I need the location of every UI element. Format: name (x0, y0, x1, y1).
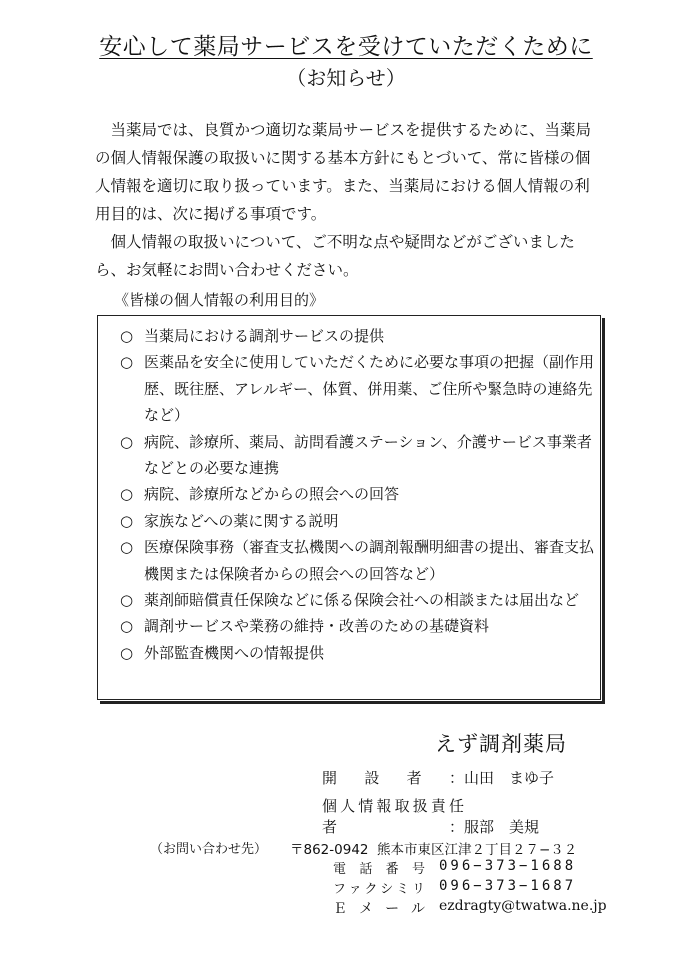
page-title-text: 安心して薬局サービスを受けていただくために (99, 34, 593, 60)
list-item (120, 613, 600, 639)
list-item-text: 外部監査機関への情報提供 (144, 643, 325, 662)
circle-bullet-icon: ○ (120, 353, 134, 372)
contact-label: （お問い合わせ先） (150, 842, 268, 857)
tel-row (333, 858, 576, 877)
tel-number[interactable]: 096−373−1688 (439, 858, 577, 874)
page-title (0, 28, 692, 61)
purposes-box (97, 315, 601, 700)
address: 熊本市東区江津２丁目２７−３２ (377, 842, 578, 858)
list-item (120, 508, 600, 534)
circle-bullet-icon: ○ (120, 617, 134, 636)
circle-bullet-icon: ○ (120, 432, 134, 451)
list-item (120, 349, 600, 428)
circle-bullet-icon: ○ (120, 591, 134, 610)
postal-code: 〒862‐0942 (290, 842, 369, 858)
intro-paragraph-2: 個人情報の取扱いについて、ご不明な点や疑問などがございましたら、お気軽にお問い合わせください。 (95, 233, 575, 279)
tel-label: 電話番号 (333, 862, 425, 877)
officer-line (322, 795, 539, 837)
page-subtitle: （お知らせ） (286, 66, 406, 90)
list-item-text: 病院、診療所などからの照会への回答 (144, 485, 400, 504)
list-item (120, 481, 600, 507)
list-item-text: 薬剤師賠償責任保険などに係る保険会社への相談または届出など (144, 591, 580, 610)
intro-section (95, 116, 600, 284)
list-item-text: 病院、診療所、薬局、訪問看護ステーション、介護サービス事業者などとの必要な連携 (144, 432, 592, 478)
fax-number: 096−373−1687 (439, 878, 577, 894)
list-item-text: 家族などへの薬に関する説明 (144, 511, 339, 530)
circle-bullet-icon: ○ (120, 643, 134, 662)
officer-label: 個人情報取扱責任者： (322, 797, 464, 836)
founder-name: 山田 まゆ子 (464, 769, 555, 787)
email-address[interactable]: ezdragty@twatwa.ne.jp (439, 898, 607, 914)
circle-bullet-icon: ○ (120, 485, 134, 504)
circle-bullet-icon: ○ (120, 538, 134, 557)
intro-paragraph-1: 当薬局では、良質かつ適切な薬局サービスを提供するために、当薬局の個人情報保護の取扱いに関する基本方針にもとづいて、常に皆様の個人情報を適切に取り扱っています。また、当薬局における個人情報の利用目的は、次に掲げる事項です。 (95, 121, 592, 223)
founder-line (322, 767, 554, 788)
circle-bullet-icon: ○ (120, 327, 134, 345)
circle-bullet-icon: ○ (120, 511, 134, 530)
list-item-text: 医療保険事務（審査支払機関への調剤報酬明細書の提出、審査支払機関または保険者からの照会への回答など） (144, 538, 595, 583)
list-item (120, 587, 600, 613)
list-item-text: 調剤サービスや業務の維持・改善のための基礎資料 (144, 617, 490, 636)
list-item (120, 429, 600, 482)
list-item (120, 534, 600, 587)
list-item (120, 323, 600, 349)
email-label: Ｅメール (333, 901, 425, 917)
fax-label: ファクシミリ (333, 882, 425, 897)
fax-row (333, 878, 576, 897)
founder-label: 開設者： (322, 769, 464, 787)
purposes-list (98, 316, 600, 666)
officer-name: 服部 美規 (464, 818, 540, 836)
pharmacy-name: えず調剤薬局 (435, 732, 567, 756)
email-row (333, 898, 607, 918)
list-item-text: 当薬局における調剤サービスの提供 (144, 327, 385, 345)
list-item (120, 640, 600, 666)
purposes-heading: 《皆様の個人情報の利用目的》 (114, 291, 325, 309)
list-item-text: 医薬品を安全に使用していただくために必要な事項の把握（副作用歴、既往歴、アレルギー、体質、併用薬、ご住所や緊急時の連絡先など） (144, 353, 595, 425)
